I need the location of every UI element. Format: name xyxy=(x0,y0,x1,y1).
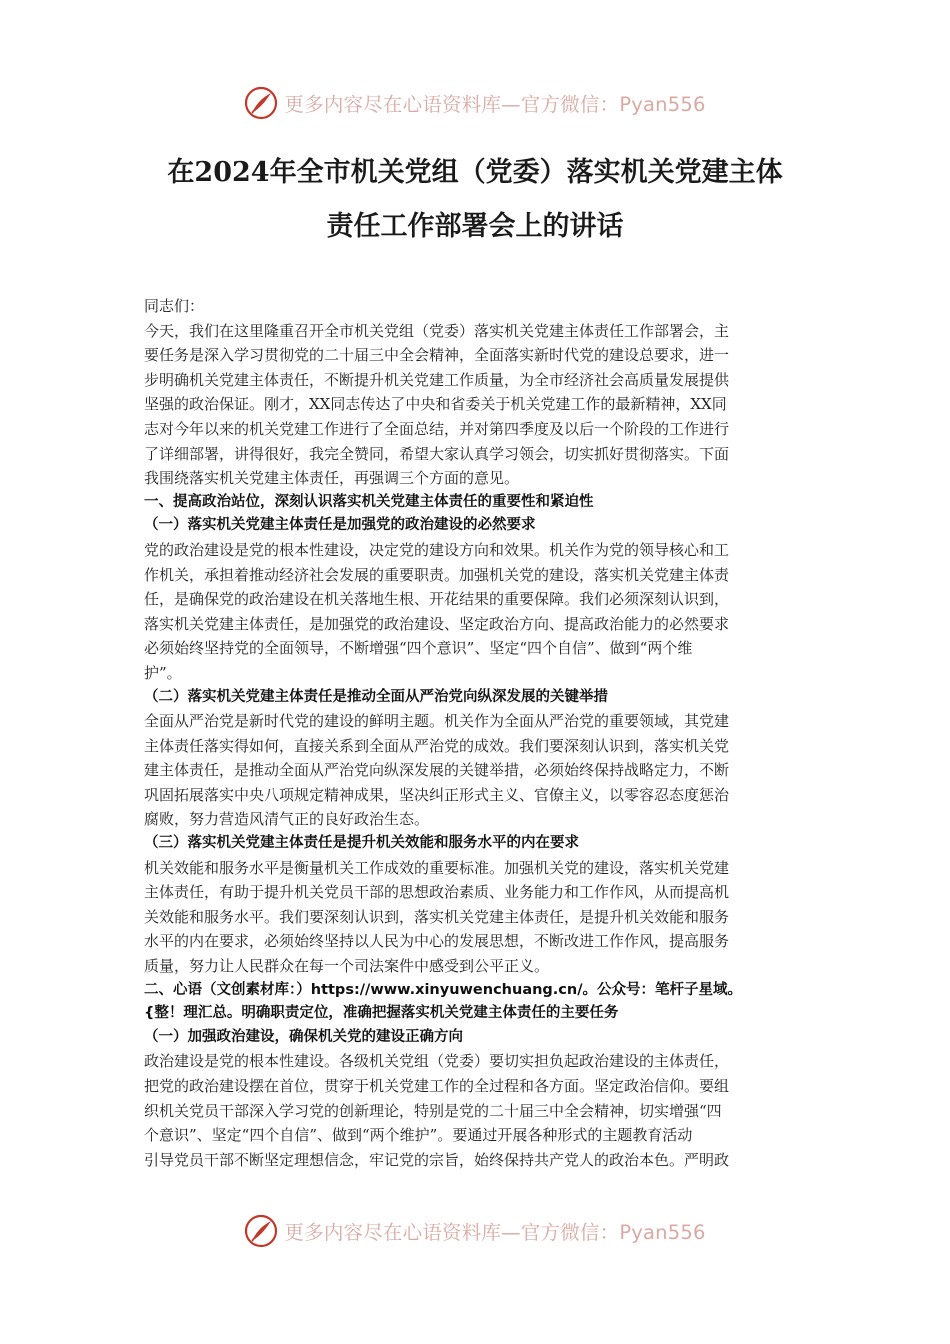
section-heading-2-cont: {整！理汇总。明确职责定位，准确把握落实机关党建主体责任的主要任务 xyxy=(144,1005,619,1022)
paragraph-line: 织机关党员干部深入学习党的创新理论，特别是党的二十届三中全会精神，切实增强“四 xyxy=(144,1101,722,1120)
paragraph-line: 我围绕落实机关党建主体责任，再强调三个方面的意见。 xyxy=(144,469,520,488)
paragraph-line: 护”。 xyxy=(144,663,182,682)
watermark-footer xyxy=(0,1208,950,1254)
intro-paragraph xyxy=(144,319,809,491)
section-heading-1: 一、提高政治站位，深刻认识落实机关党建主体责任的重要性和紧迫性 xyxy=(144,493,594,510)
paragraph-line: 志对今年以来的机关党建工作进行了全面总结，并对第四季度及以后一个阶段的工作进行 xyxy=(144,419,730,438)
paragraph-line: 巩固拓展落实中央八项规定精神成果，坚决纠正形式主义、官僚主义，以零容忍态度惩治 xyxy=(144,785,730,804)
section-paragraph xyxy=(144,538,809,686)
paragraph-line: 必须始终坚持党的全面领导，不断增强“四个意识”、坚定“四个自信”、做到“两个维 xyxy=(144,639,693,658)
paragraph-line: 腐败，努力营造风清气正的良好政治生态。 xyxy=(144,810,430,829)
subsection-heading: （二）落实机关党建主体责任是推动全面从严治党向纵深发展的关键举措 xyxy=(144,688,608,705)
quill-logo-icon xyxy=(244,1214,278,1248)
watermark-text: 更多内容尽在心语资料库—官方微信：Pyan556 xyxy=(284,1221,706,1244)
paragraph-line: 机关效能和服务水平是衡量机关工作成效的重要标准。加强机关党的建设，落实机关党建 xyxy=(144,858,730,877)
subsection-heading: （一）落实机关党建主体责任是加强党的政治建设的必然要求 xyxy=(144,517,536,534)
section-paragraph xyxy=(144,709,809,832)
paragraph-line: 要任务是深入学习贯彻党的二十届三中全会精神，全面落实新时代党的建设总要求，进一 xyxy=(144,346,730,365)
watermark-header xyxy=(0,80,950,126)
paragraph-line: 质量，努力让人民群众在每一个司法案件中感受到公平正义。 xyxy=(144,957,550,976)
paragraph-line: 主体责任落实得如何，直接关系到全面从严治党的成效。我们要深刻认识到，落实机关党 xyxy=(144,736,730,755)
section-paragraph xyxy=(144,1049,809,1172)
watermark-text: 更多内容尽在心语资料库—官方微信：Pyan556 xyxy=(284,93,706,116)
quill-logo-icon xyxy=(244,86,278,120)
page-title xyxy=(0,146,950,254)
paragraph-line: 建主体责任，是推动全面从严治党向纵深发展的关键举措，必须始终保持战略定力，不断 xyxy=(144,761,730,780)
paragraph-line: 今天，我们在这里隆重召开全市机关党组（党委）落实机关党建主体责任工作部署会，主 xyxy=(144,321,730,340)
title-line: 责任工作部署会上的讲话 xyxy=(326,211,624,242)
section-heading-2: 二、心语（文创素材库：）https://www.xinyuwenchuang.cn/。公众号：笔杆子星域。 xyxy=(144,981,743,998)
paragraph-line: 党的政治建设是党的根本性建设，决定党的建设方向和效果。机关作为党的领导核心和工 xyxy=(144,540,730,559)
subsection-heading: （三）落实机关党建主体责任是提升机关效能和服务水平的内在要求 xyxy=(144,835,579,852)
paragraph-line: 政治建设是党的根本性建设。各级机关党组（党委）要切实担负起政治建设的主体责任， xyxy=(144,1052,730,1071)
paragraph-line: 作机关，承担着推动经济社会发展的重要职责。加强机关党的建设，落实机关党建主体责 xyxy=(144,565,730,584)
paragraph-line: 把党的政治建设摆在首位，贯穿于机关党建工作的全过程和各方面。坚定政治信仰。要组 xyxy=(144,1077,730,1095)
paragraph-line: 了详细部署，讲得很好，我完全赞同，希望大家认真学习领会，切实抓好贯彻落实。下面 xyxy=(144,444,730,463)
paragraph-line: 任，是确保党的政治建设在机关落地生根、开花结果的重要保障。我们必须深刻认识到， xyxy=(144,590,730,609)
salutation: 同志们： xyxy=(144,297,205,315)
paragraph-line: 主体责任，有助于提升机关党员干部的思想政治素质、业务能力和工作作风，从而提高机 xyxy=(144,883,730,902)
paragraph-line: 全面从严治党是新时代党的建设的鲜明主题。机关作为全面从严治党的重要领域，其党建 xyxy=(144,712,730,731)
section-paragraph xyxy=(144,856,809,979)
title-line: 在2024年全市机关党组（党委）落实机关党建主体 xyxy=(167,157,783,188)
paragraph-line: 引导党员干部不断坚定理想信念，牢记党的宗旨，始终保持共产党人的政治本色。严明政 xyxy=(144,1150,730,1169)
paragraph-line: 落实机关党建主体责任，是加强党的政治建设、坚定政治方向、提高政治能力的必然要求 xyxy=(144,614,730,633)
paragraph-line: 步明确机关党建主体责任，不断提升机关党建工作质量，为全市经济社会高质量发展提供 xyxy=(144,370,730,389)
paragraph-line: 个意识”、坚定“四个自信”、做到“两个维护”。要通过开展各种形式的主题教育活动 xyxy=(144,1126,693,1145)
paragraph-line: 水平的内在要求，必须始终坚持以人民为中心的发展思想，不断改进工作作风，提高服务 xyxy=(144,932,730,951)
subsection-heading: （一）加强政治建设，确保机关党的建设正确方向 xyxy=(144,1028,463,1045)
document-body xyxy=(144,294,809,1172)
paragraph-line: 坚强的政治保证。刚才，XX同志传达了中央和省委关于机关党建工作的最新精神，XX同 xyxy=(144,395,727,414)
paragraph-line: 关效能和服务水平。我们要深刻认识到，落实机关党建主体责任，是提升机关效能和服务 xyxy=(144,907,730,926)
